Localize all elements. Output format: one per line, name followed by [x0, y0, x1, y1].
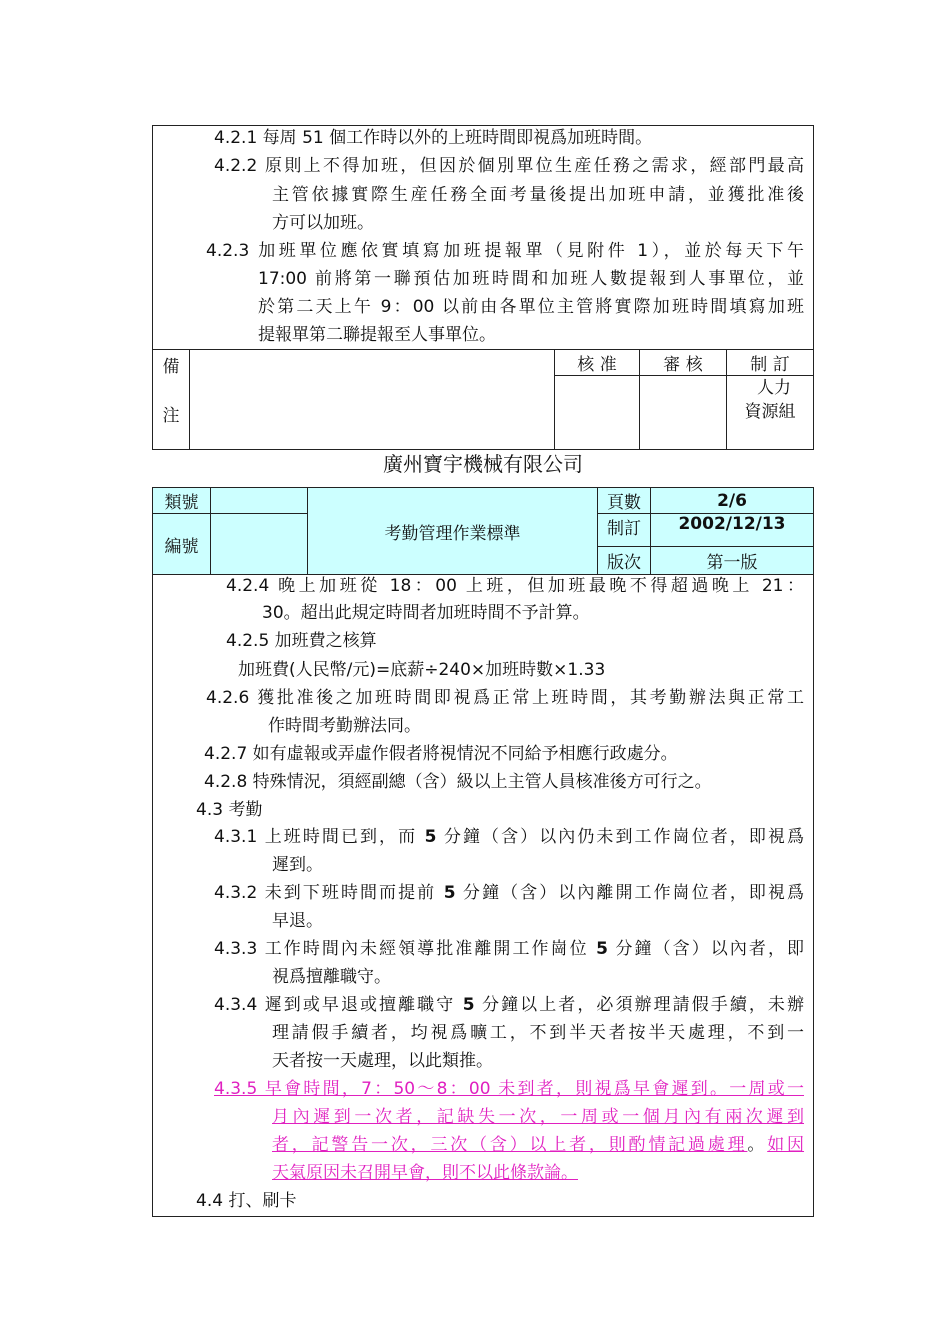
clause-4-2-2-cont: 主管依據實際生産任務全面考量後提出加班申請，並獲批准後	[272, 185, 804, 205]
remarks-label-1: 備	[162, 357, 180, 377]
overtime-formula: 加班費(人民幣/元)=底薪÷240×加班時數×1.33	[238, 660, 606, 680]
clause-4-2-4: 4.2.4 晚上加班從 18：00 上班，但加班最晚不得超過晚上 21：	[226, 576, 804, 596]
clause-4-3-1-b: 5	[424, 827, 437, 847]
clause-4-2-3-cont3: 提報單第二聯提報至人事單位。	[258, 325, 496, 345]
code-value	[211, 514, 308, 575]
made-label: 制 訂	[727, 350, 814, 376]
company-name: 廣州寶宇機械有限公司	[383, 452, 583, 476]
clause-4-3-3-b: 5	[596, 939, 609, 959]
clause-4-2-3-cont: 17:00 前將第一聯預估加班時間和加班人數提報到人事單位，並	[258, 269, 804, 289]
clause-4-2-3-cont2: 於第二天上午 9：00 以前由各單位主管將實際加班時間填寫加班	[258, 297, 804, 317]
clause-4-3-4-c: 分鐘以上者，必須辦理請假手續，未辦	[474, 995, 804, 1015]
version-value: 第一版	[651, 546, 814, 574]
doc-title: 考勤管理作業標準	[308, 488, 598, 575]
date-label: 制訂	[598, 514, 651, 546]
clause-4-3-5: 4.3.5 早會時間，7：50～8：00 未到者，則視爲早會遲到。一周或一	[214, 1079, 804, 1099]
clause-4-2-1: 4.2.1 每周 51 個工作時以外的上班時間即視爲加班時間。	[214, 128, 653, 148]
clause-4-3-1	[214, 823, 804, 851]
dept-line-1: 人力	[757, 378, 791, 398]
clause-4-2-4-cont: 30。超出此規定時間者加班時間不予計算。	[262, 603, 590, 623]
clause-4-2-2: 4.2.2 原則上不得加班，但因於個別單位生産任務之需求，經部門最高	[214, 156, 804, 176]
clause-4-3-5-cont2-c: 如因	[767, 1135, 805, 1155]
doc-header-table	[152, 487, 814, 575]
clause-4-3-1-cont: 遲到。	[272, 855, 323, 875]
remarks-content-cell	[190, 350, 555, 450]
clause-4-3-4-cont: 理請假手續者，均視爲曠工，不到半天者按半天處理，不到一	[272, 1023, 804, 1043]
review-signature	[640, 376, 727, 450]
clause-4-3-4-cont2: 天者按一天處理，以此類推。	[272, 1051, 493, 1071]
clause-4-3-5-cont2-a: 者，記警告一次，三次（含）以上者，則酌情記過處理	[272, 1135, 748, 1155]
section-4-3-heading: 4.3 考勤	[196, 800, 263, 820]
section-4-4-heading: 4.4 打、刷卡	[196, 1191, 297, 1211]
clause-4-3-3-a: 4.3.3 工作時間內未經領導批准離開工作崗位	[214, 939, 597, 959]
made-by-dept	[727, 376, 814, 450]
approve-signature	[555, 376, 640, 450]
clause-4-3-5-cont3: 天氣原因未召開早會，則不以此條款論。	[272, 1163, 578, 1183]
page-value: 2/6	[651, 488, 814, 514]
clause-4-2-6: 4.2.6 獲批准後之加班時間即視爲正常上班時間，其考勤辦法與正常工	[206, 688, 804, 708]
clause-4-3-3	[214, 935, 804, 963]
version-label: 版次	[598, 546, 651, 574]
code-label: 編號	[153, 514, 211, 575]
review-label: 審 核	[640, 350, 727, 376]
clause-4-3-4	[214, 991, 804, 1019]
clause-4-3-4-a: 4.3.4 遲到或早退或擅離職守	[214, 995, 463, 1015]
clause-4-3-1-c: 分鐘（含）以內仍未到工作崗位者，即視爲	[436, 827, 804, 847]
clause-4-2-7: 4.2.7 如有虛報或弄虛作假者將視情況不同給予相應行政處分。	[204, 744, 678, 764]
type-value	[211, 488, 308, 514]
approve-label: 核 准	[555, 350, 640, 376]
clause-4-3-2-b: 5	[443, 883, 456, 903]
clause-4-3-2-c: 分鐘（含）以內離開工作崗位者，即視爲	[455, 883, 804, 903]
clause-4-3-2-a: 4.3.2 未到下班時間而提前	[214, 883, 444, 903]
page-label: 頁數	[598, 488, 651, 514]
clause-4-3-1-a: 4.3.1 上班時間已到，而	[214, 827, 425, 847]
clause-4-3-5-cont2-b: 。	[747, 1135, 768, 1155]
clause-4-2-8: 4.2.8 特殊情況，須經副總（含）級以上主管人員核准後方可行之。	[204, 772, 712, 792]
clause-4-2-2-cont2: 方可以加班。	[272, 213, 374, 233]
clause-4-3-3-cont: 視爲擅離職守。	[272, 967, 391, 987]
clause-4-3-4-b: 5	[462, 995, 475, 1015]
approval-table	[152, 349, 814, 450]
remarks-label-cell	[153, 350, 190, 450]
clause-4-2-6-cont: 作時間考勤辦法同。	[268, 716, 421, 736]
date-value: 2002/12/13	[651, 514, 814, 546]
clause-4-3-5-cont: 月內遲到一次者，記缺失一次，一周或一個月內有兩次遲到	[272, 1107, 804, 1127]
dept-line-2: 資源組	[744, 402, 796, 422]
type-label: 類號	[153, 488, 211, 514]
clause-4-3-3-c: 分鐘（含）以內者，即	[608, 939, 805, 959]
remarks-label-2: 注	[162, 406, 180, 426]
clause-4-3-2-cont: 早退。	[272, 911, 323, 931]
clause-4-3-2	[214, 879, 804, 907]
clause-4-2-5: 4.2.5 加班費之核算	[226, 631, 377, 651]
clause-4-2-3: 4.2.3 加班單位應依實填寫加班提報單（見附件 1），並於每天下午	[206, 241, 804, 261]
clause-4-3-5-cont2	[272, 1131, 804, 1159]
